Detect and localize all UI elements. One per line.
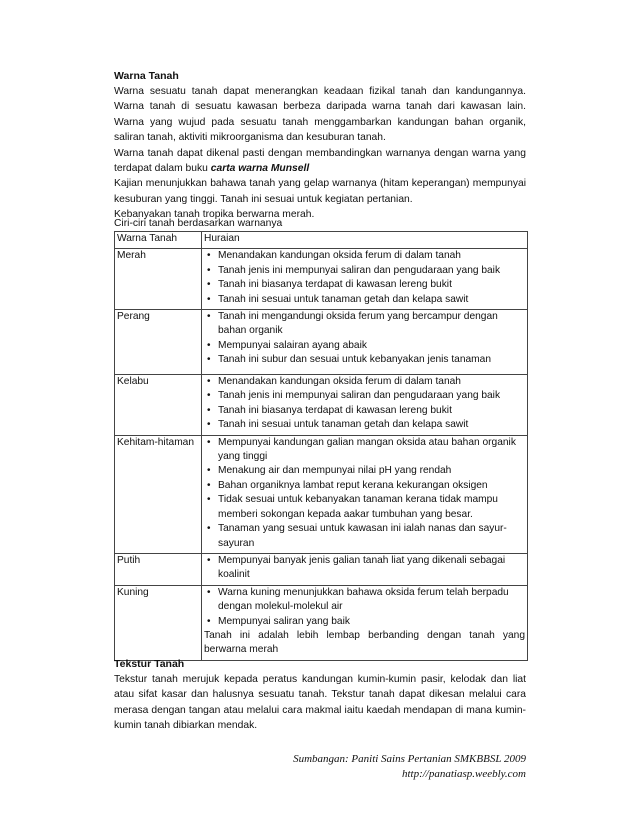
- list-item: • Tidak sesuai untuk kebanyakan tanaman kerana tidak mampu memberi sokongan kepada aakar tumbuhan yang besar.: [204, 493, 525, 522]
- list-item: • Mempunyai saliran yang baik: [204, 615, 525, 629]
- list-item: • Warna kuning menunjukkan bahawa oksida ferum telah berpadu dengan molekul-molekul air: [204, 586, 525, 615]
- header-warna-tanah: Warna Tanah: [115, 232, 202, 249]
- list-item: • Tanah jenis ini mempunyai saliran dan pengudaraan yang baik: [204, 264, 525, 278]
- table-header-row: [115, 232, 528, 249]
- list-item: • Menandakan kandungan oksida ferum di dalam tanah: [204, 375, 525, 389]
- footer-credit: Sumbangan: Paniti Sains Pertanian SMKBBSL 2009: [293, 753, 526, 765]
- footer-url: http://panatiasp.weebly.com: [401, 768, 526, 780]
- header-huraian: Huraian: [202, 232, 528, 249]
- list-item: • Mempunyai banyak jenis galian tanah liat yang dikenali sebagai koalinit: [204, 554, 525, 583]
- list-item: • Tanah ini biasanya terdapat di kawasan lereng bukit: [204, 278, 525, 292]
- description-cell: [202, 310, 528, 375]
- color-cell: Kehitam-hitaman: [115, 435, 202, 553]
- warna-paragraph-3: Kajian menunjukkan bahawa tanah yang gelap warnanya (hitam keperangan) mempunyai kesuburan yang tinggi. Tanah ini sesuai untuk kegiatan pertanian.: [114, 178, 526, 205]
- section-title-tekstur: Tekstur Tanah: [114, 658, 185, 670]
- list-item: • Mempunyai kandungan galian mangan oksida atau bahan organik yang tinggi: [204, 436, 525, 465]
- description-cell: [202, 375, 528, 436]
- list-item: • Tanaman yang sesuai untuk kawasan ini ialah nanas dan sayur-sayuran: [204, 522, 525, 551]
- table-caption: Ciri-ciri tanah berdasarkan warnanya: [114, 218, 283, 229]
- list-item: • Tanah ini mengandungi oksida ferum yang bercampur dengan bahan organik: [204, 310, 525, 339]
- table-row-merah: [115, 249, 528, 310]
- list-item: • Mempunyai salairan ayang abaik: [204, 339, 525, 353]
- warna-paragraph-1: Warna sesuatu tanah dapat menerangkan keadaan fizikal tanah dan kandungannya. Warna tanah di sesuatu kawasan berbeza daripada warna tanah dari kawasan lain. Warna yang wujud pada sesuatu tanah menggambarkan kandungan bahan organik, saliran tanah, aktiviti mikroorganisma dan kesuburan tanah.: [114, 86, 526, 144]
- color-cell: Perang: [115, 310, 202, 375]
- table-row-kuning: [115, 585, 528, 660]
- tekstur-paragraph: Tekstur tanah merujuk kepada peratus kandungan kumin-kumin pasir, kelodak dan liat atau sifat kasar dan halusnya sesuatu tanah. Tekstur tanah dapat dikesan melalui cara merasa dengan tangan atau melalui cara makmal iaitu kaedah mendapan di mana kumin-kumin tanah dibiarkan mendak.: [114, 674, 526, 732]
- table-row-kelabu: [115, 375, 528, 436]
- description-cell: [202, 553, 528, 585]
- list-item: • Bahan organiknya lambat reput kerana kekurangan oksigen: [204, 479, 525, 493]
- warna-paragraph-4: Kebanyakan tanah tropika berwarna merah.: [114, 209, 315, 221]
- table-row-putih: [115, 553, 528, 585]
- list-item: • Tanah ini sesuai untuk tanaman getah dan kelapa sawit: [204, 418, 525, 432]
- warna-paragraph-2: [114, 146, 526, 177]
- table-row-kehitam-hitaman: [115, 435, 528, 553]
- table-row-perang: [115, 310, 528, 375]
- munsell-book-title: carta warna Munsell: [210, 163, 310, 175]
- description-cell: [202, 585, 528, 660]
- color-cell: Putih: [115, 553, 202, 585]
- list-item: • Tanah ini biasanya terdapat di kawasan lereng bukit: [204, 404, 525, 418]
- list-item: • Menandakan kandungan oksida ferum di dalam tanah: [204, 249, 525, 263]
- color-cell: Merah: [115, 249, 202, 310]
- color-cell: Kelabu: [115, 375, 202, 436]
- section-title-warna: Warna Tanah: [114, 70, 179, 82]
- list-item: • Tanah ini subur dan sesuai untuk kebanyakan jenis tanaman: [204, 353, 525, 367]
- description-cell: [202, 435, 528, 553]
- list-item: • Tanah ini sesuai untuk tanaman getah dan kelapa sawit: [204, 293, 525, 307]
- kuning-note: Tanah ini adalah lebih lembap berbanding dengan tanah yang berwarna merah: [204, 629, 525, 656]
- soil-color-table: [114, 231, 528, 661]
- warna-paragraphs: [114, 84, 526, 223]
- color-cell: Kuning: [115, 585, 202, 660]
- warna-paragraph-2-text: Warna tanah dapat dikenal pasti dengan membandingkan warnanya dengan warna yang terdapat dalam buku: [114, 147, 526, 175]
- description-cell: [202, 249, 528, 310]
- list-item: • Menakung air dan mempunyai nilai pH yang rendah: [204, 464, 525, 478]
- list-item: • Tanah jenis ini mempunyai saliran dan pengudaraan yang baik: [204, 389, 525, 403]
